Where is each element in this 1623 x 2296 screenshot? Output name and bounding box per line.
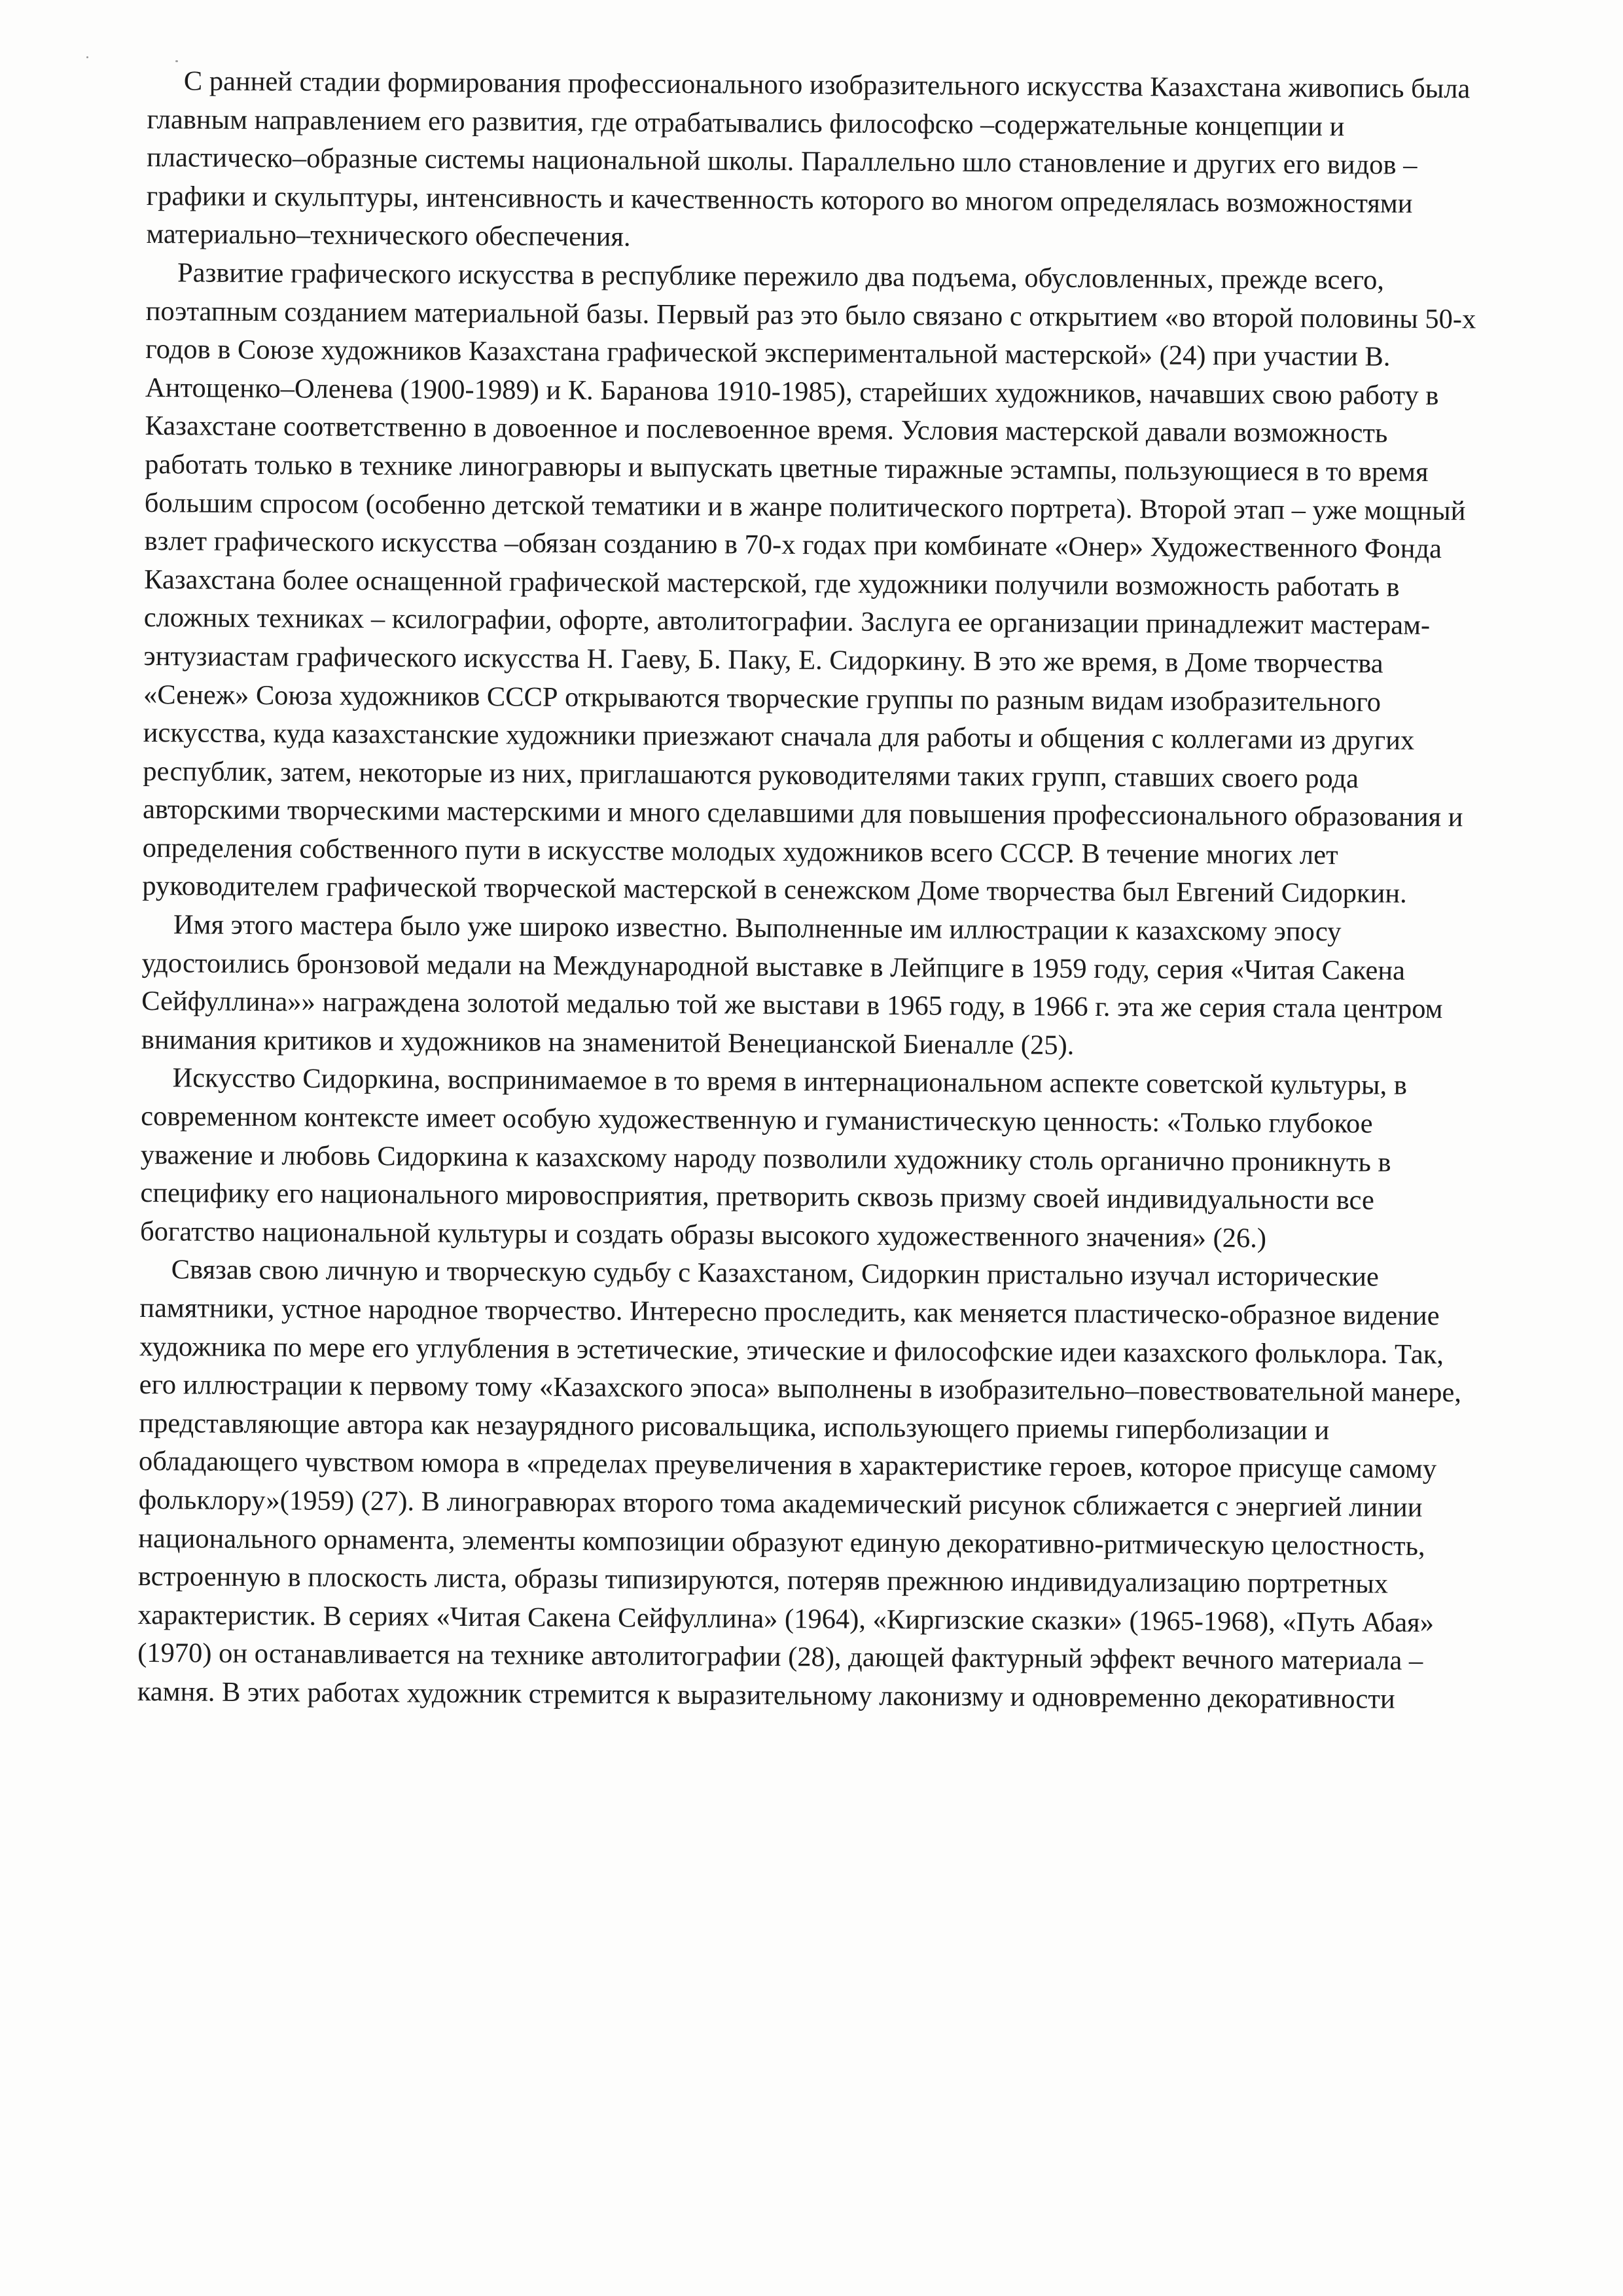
- paragraph: Связав свою личную и творческую судьбу с Казахстаном, Сидоркин пристально изучал исторические памятники, устное народное творчество. Интересно проследить, как меняется пластическо-образное видение художника по мере его углубления в эстетические, этические и философские идеи казахского фольклора. Так, его иллюстрации к первому тому «Казахского эпоса» выполнены в изобразительно–повествовательной манере, представляющие автора как незаурядного рисовальщика, использующего приемы гиперболизации и обладающего чувством юмора в «пределах преувеличения в характеристике героев, которое присуще самому фольклору»(1959) (27). В линогравюрах второго тома академический рисунок сближается с энергией линии национального орнамента, элементы композиции образуют единую декоративно-ритмическую целостность, встроенную в плоскость листа, образы типизируются, потеряв прежнюю индивидуализацию портретных характеристик. В сериях «Читая Сакена Сейфуллина» (1964), «Киргизские сказки» (1965-1968), «Путь Абая» (1970) он останавливается на технике автолитографии (28), дающей фактурный эффект вечного материала – камня. В этих работах художник стремится к выразительному лаконизму и одновременно декоративности: [137, 1254, 1462, 1715]
- document-body: [137, 62, 1486, 1719]
- paragraph: Искусство Сидоркина, воспринимаемое в то время в интернациональном аспекте советской культуры, в современном контексте имеет особую художественную и гуманистическую ценность: «Только глубокое уважение и любовь Сидоркина к казахскому народу позволили художнику столь органично проникнуть в специфику его национального мировосприятия, претворить сквозь призму своей индивидуальности все богатство национальной культуры и создать образы высокого художественного значения» (26.): [139, 1062, 1408, 1254]
- paragraph: Развитие графического искусства в республике пережило два подъема, обусловленных, прежде всего, поэтапным созданием материальной базы. Первый раз это было связано с открытием «во второй половины 50-х годов в Союзе художников Казахстана графической экспериментальной мастерской» (24) при участии В. Антощенко–Оленева (1900-1989) и К. Баранова 1910-1985), старейших художников, начавших свою работу в Казахстане соответственно в довоенное и послевоенное время. Условия мастерской давали возможность работать только в технике линогравюры и выпускать цветные тиражные эстампы, пользующиеся в то время большим спросом (особенно детской тематики и в жанре политического портрета). Второй этап – уже мощный взлет графического искусства –обязан созданию в 70-х годах при комбинате «Онер» Художественного Фонда Казахстана более оснащенной графической мастерской, где художники получили возможность работать в сложных техниках – ксилографии, офорте, автолитографии. Заслуга ее организации принадлежит мастерам- энтузиастам графического искусства Н. Гаеву, Б. Паку, Е. Сидоркину. В это же время, в Доме творчества «Сенеж» Союза художников СССР открываются творческие группы по разным видам изобразительного искусства, куда казахстанские художники приезжают сначала для работы и общения с коллегами из других республик, затем, некоторые из них, приглашаются руководителями таких групп, ставших своего рода авторскими творческими мастерскими и много сделавшими для повышения профессионального образования и определения собственного пути в искусстве молодых художников всего СССР. В течение многих лет руководителем графической творческой мастерской в сенежском Доме творчества был Евгений Сидоркин.: [142, 257, 1476, 910]
- scan-speck-mark: [86, 56, 88, 58]
- paragraph: Имя этого мастера было уже широко известно. Выполненные им иллюстрации к казахскому эпосу удостоились бронзовой медали на Международной выставке в Лейпциге в 1959 году, серия «Читая Сакена Сейфуллина»» награждена золотой медалью той же выстави в 1965 году, в 1966 г. эта же серия стала центром внимания критиков и художников на знаменитой Венецианской Биеналле (25).: [141, 909, 1443, 1061]
- paragraph: С ранней стадии формирования профессионального изобразительного искусства Казахстана живопись была главным направлением его развития, где отрабатывались философско –содержательные концепции и пластическо–образные системы национальной школы. Параллельно шло становление и других его видов – графики и скульптуры, интенсивность и качественность которого во многом определялась возможностями материально–технического обеспечения.: [146, 65, 1471, 253]
